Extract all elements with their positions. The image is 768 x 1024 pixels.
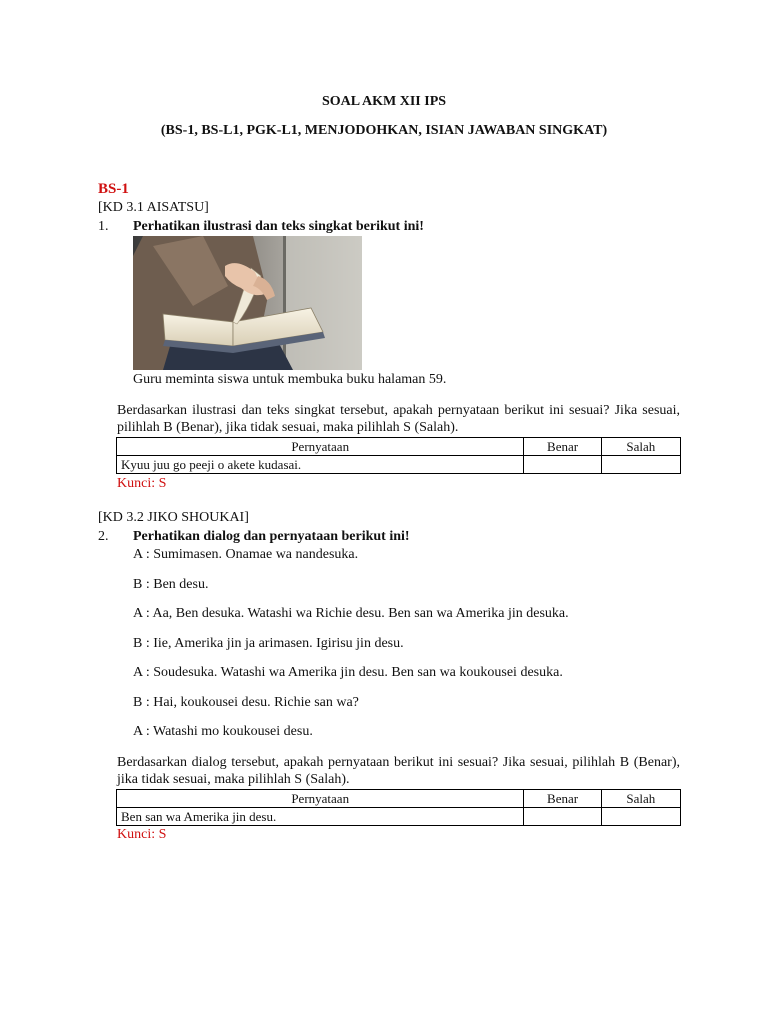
header-pernyataan: Pernyataan — [117, 438, 524, 456]
salah-answer-cell[interactable] — [601, 456, 680, 474]
header-pernyataan: Pernyataan — [117, 790, 524, 808]
q1-kd-label: [KD 3.1 AISATSU] — [98, 200, 209, 215]
header-benar: Benar — [524, 438, 601, 456]
q1-caption: Guru meminta siswa untuk membuka buku halaman 59. — [133, 372, 447, 387]
document-title: SOAL AKM XII IPS — [321, 94, 447, 109]
q2-statement-table — [116, 789, 681, 826]
dialog-line: A : Sumimasen. Onamae wa nandesuka. — [133, 547, 359, 562]
q2-kd-label: [KD 3.2 JIKO SHOUKAI] — [98, 510, 249, 525]
table-row — [117, 456, 681, 474]
q1-illustration-photo — [133, 236, 362, 370]
q1-statement-table — [116, 437, 681, 474]
header-salah: Salah — [601, 790, 680, 808]
benar-answer-cell[interactable] — [524, 456, 601, 474]
document-subtitle: (BS-1, BS-L1, PGK-L1, MENJODOHKAN, ISIAN JAWABAN SINGKAT) — [160, 123, 608, 138]
dialog-line: B : Hai, koukousei desu. Richie san wa? — [133, 695, 359, 710]
q1-answer-key: Kunci: S — [117, 476, 167, 491]
q2-question-text: Berdasarkan dialog tersebut, apakah pernyataan berikut ini sesuai? Jika sesuai, pilihlah B (Benar), jika tidak sesuai, maka pilihlah S (Salah). — [117, 755, 680, 787]
q1-question-text: Berdasarkan ilustrasi dan teks singkat tersebut, apakah pernyataan berikut ini sesuai? Jika sesuai, pilihlah B (Benar), jika tidak sesuai, maka pilihlah S (Salah). — [117, 403, 680, 435]
table-header-row — [117, 438, 681, 456]
dialog-line: A : Watashi mo koukousei desu. — [133, 724, 313, 739]
header-benar: Benar — [524, 790, 601, 808]
benar-answer-cell[interactable] — [524, 808, 601, 826]
dialog-line: B : Iie, Amerika jin ja arimasen. Igirisu jin desu. — [133, 636, 404, 651]
statement-cell: Ben san wa Amerika jin desu. — [117, 808, 524, 826]
table-row — [117, 808, 681, 826]
salah-answer-cell[interactable] — [601, 808, 680, 826]
statement-cell: Kyuu juu go peeji o akete kudasai. — [117, 456, 524, 474]
q1-instruction: Perhatikan ilustrasi dan teks singkat berikut ini! — [133, 219, 424, 234]
reading-book-illustration — [133, 236, 362, 370]
dialog-line: A : Aa, Ben desuka. Watashi wa Richie desu. Ben san wa Amerika jin desuka. — [133, 606, 569, 621]
q2-number: 2. — [98, 529, 109, 544]
dialog-line: A : Soudesuka. Watashi wa Amerika jin desu. Ben san wa koukousei desuka. — [133, 665, 563, 680]
dialog-line: B : Ben desu. — [133, 577, 209, 592]
q1-number: 1. — [98, 219, 109, 234]
table-header-row — [117, 790, 681, 808]
q2-answer-key: Kunci: S — [117, 827, 167, 842]
header-salah: Salah — [601, 438, 680, 456]
section-label: BS-1 — [98, 181, 129, 197]
q2-instruction: Perhatikan dialog dan pernyataan berikut ini! — [133, 529, 410, 544]
